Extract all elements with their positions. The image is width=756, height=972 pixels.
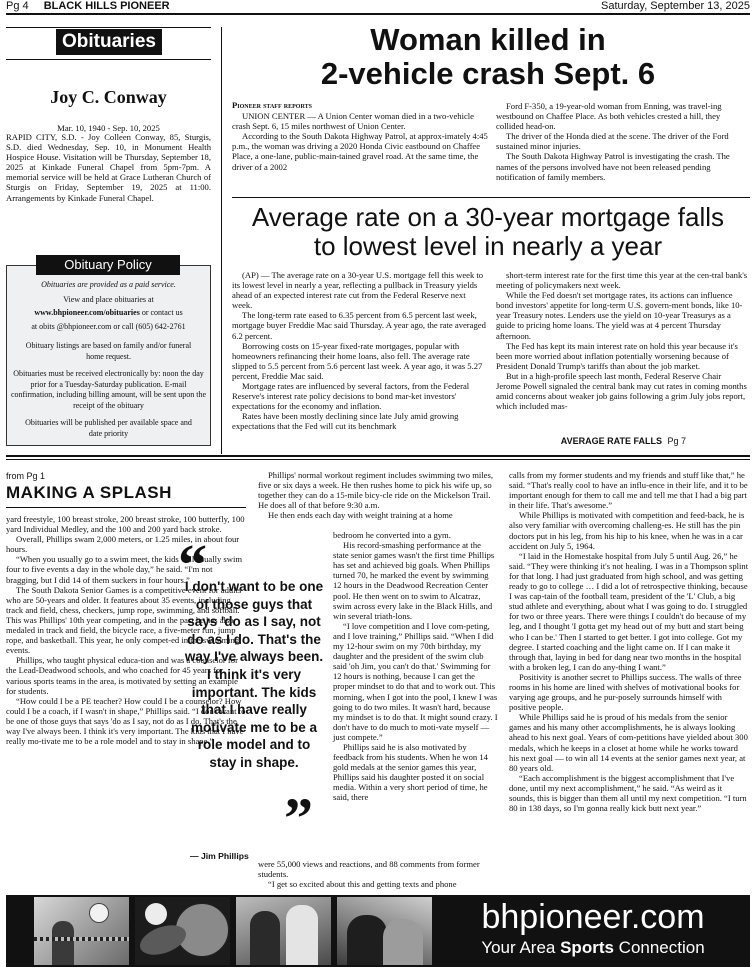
mortgage-jump-page: Pg 7 [667, 436, 686, 446]
splash-col2-bottom-p2: “I get so excited about this and getting texts and phone [268, 879, 457, 890]
ad-tagline-bold: Sports [560, 938, 614, 957]
splash-col1-p3: “When you usually go to a swim meet, the kids will usually swim four to five events a day in the whole day,” he said. “I'm not bragging, but I did 14 of them suckers in four hours.” [6, 554, 243, 585]
column-divider [221, 27, 222, 454]
policy-lead: Obituaries are provided as a paid service. [41, 280, 176, 289]
mortgage-column-2 [496, 270, 748, 411]
crash-col1-p1: UNION CENTER — A Union Center woman died in a two-vehicle crash Sept. 6, 15 miles northwest of Union Center. [232, 111, 474, 132]
crash-column-1 [232, 100, 488, 172]
splash-headline-rule [6, 507, 246, 508]
quote-open-mark: “ [178, 532, 207, 597]
quote-attribution: — Jim Phillips [190, 851, 249, 861]
splash-column-2-bottom [258, 859, 498, 889]
crash-headline-line2: 2-vehicle crash Sept. 6 [320, 56, 656, 91]
player-left-shape [250, 911, 280, 965]
splash-col1-p6: “How could I be a PE teacher? How could I be a counselor? How could I be a coach, if I wasn't in shape,” Phillips said. “I don't want to be one of those guys that says 'do as I say, not do as I do. That's the way I've always been. I think it's very important. The kids that I have really mo-tivate me to be a role model and to stay in shape.” [6, 695, 246, 747]
quote-close-mark: ” [284, 786, 313, 851]
crash-bottom-rule [232, 197, 750, 198]
mortgage-column-1 [232, 270, 488, 432]
mortgage-col1-p4: Mortgage rates are influenced by several factors, from the Federal Reserve's interest rate policy decisions to bond mar-ket investors' expectations for the economy and inflation. [232, 381, 470, 412]
splash-col3-p6: “Each accomplishment is the biggest accomplishment that I've done, until my next accomplishment,” he said. “As weird as it sounds, this is bigger than them all until my next competition. “I turn 80 in 138 days, so I'm gonna really kick butt next year.” [509, 772, 747, 814]
mortgage-col2-p2: While the Fed doesn't set mortgage rates, its actions can influence bond investors' appetite for long-term U.S. govern-ment bonds, like 10-year Treasury notes. Lenders use the yield on 10-year Treasurys as a guide to pricing home loans. The yield was at 4 percent Thursday afternoon. [496, 290, 743, 341]
sports-balls-photo [135, 897, 230, 965]
splash-column-2-side [333, 530, 498, 803]
crash-col2-p1: Ford F-350, a 19-year-old woman from Enning, was travel-ing westbound on Chaffee Place. As both vehicles crested a hill, they collided head-on. [496, 101, 722, 132]
splash-col2-side-p1: bedroom he converted into a gym. [333, 530, 451, 540]
baseball-icon [145, 903, 167, 925]
mortgage-col1-p5: Rates have been mostly declining since late July amid growing expectations that the Fed will cut its benchmark [232, 411, 459, 432]
policy-line1: View and place obituaries at [63, 294, 154, 304]
ad-tagline [440, 937, 746, 959]
mortgage-col2-p1: short-term interest rate for the first time this year at the cen-tral bank's meeting of policymakers next week. [496, 270, 748, 291]
obituary-body: RAPID CITY, S.D. - Joy Colleen Conway, 85, Sturgis, S.D. died Wednesday, Sep. 10, in Monument Health Hospice House. Visitation will be Thursday, September 18, 2025 at Kinkade Funeral Chapel from 5pm-7pm. A memorial service will be held at Grace Lutheran Church of Sturgis on Friday, September 19, 2025 at 11:00. Arrangements by Kinkade Funeral Chapel. [6, 132, 211, 203]
obituaries-section-label: Obituaries [56, 29, 162, 55]
splash-col1-p4: The South Dakota Senior Games is a competitive event for adults who are 50-years and older. It features about 35 events, including track and field, chess, checkers, jump rope, swimming, and softball. This was Phillips' 10th year competing, and in the past he has also medaled in track and field, the bicycle race, a five-meter run, jump rope, and basketball. This year, he only compet-ed in the swimming events. [6, 584, 242, 656]
policy-line2 [10, 308, 207, 319]
policy-p4: Obituaries will be published per available space and date priority [25, 418, 192, 438]
crash-col2-p3: The South Dakota Highway Patrol is investigating the crash. The names of the persons involved have not been released pending notification of family members. [496, 151, 730, 182]
policy-line2-suffix: or contact us [139, 308, 183, 317]
mortgage-headline [226, 203, 750, 261]
mortgage-headline-line1: Average rate on a 30-year mortgage falls [251, 202, 725, 232]
policy-p3: Obituaries must be received electronically by: noon the day prior for a Tuesday-Saturday publication. E-mail confirmation, including billing amount, will be sent upon the receipt of the obituary [10, 369, 207, 410]
splash-column-3 [509, 470, 750, 813]
policy-url-link[interactable]: www.bhpioneer.com/obituaries [34, 308, 140, 317]
issue-date: Saturday, September 13, 2025 [600, 0, 750, 12]
page-number: Pg 4 [6, 0, 29, 12]
mortgage-col2-p3: The Fed has kept its main interest rate on hold this year because it's been more worried about inflation potentially worsening because of President Donald Trump's tariffs than about the job market. [496, 340, 738, 371]
mortgage-jump-line[interactable] [561, 436, 686, 446]
mortgage-col1-p1: (AP) — The average rate on a 30-year U.S. mortgage fell this week to its lowest level in nearly a year, reflecting a pullback in Treasury yields ahead of an expected interest rate cut from the Federal Reserve next week. [232, 270, 484, 311]
crash-col1-p2: According to the South Dakota Highway Patrol, at approx-imately 4:45 p.m., the woman was driving a 2020 Honda Civic eastbound on Chaffee Place, a one-lane, public-main-tained gravel road. At the same time, the driver of a 2002 [232, 131, 488, 172]
crash-headline [226, 23, 750, 91]
splash-col2-side-p4: Phillips said he is also motivated by feedback from his students. When he won 14 gold medals at the senior games this year, Phillips said his daughter posted it on social media. Within a very short period of time, he said, there [333, 741, 488, 803]
splash-col1-p5: Phillips, who taught physical educa-tion and was a counselor for the Lead-Deadwood schools, and who coached for 45 years for various sports teams in the area, is motivated by setting an example for students. [6, 655, 238, 696]
ad-domain[interactable]: bhpioneer.com [481, 898, 705, 936]
splash-col2-side-p3: “I love competition and I love com-peting, and I love training,” Phillips said. “When I did my 12-hour swim on my 70th birthday, my daughter and the president of the swim club said 'oh Jim, you can't do that.' Swimming for 12 hours is nothing, because I can get the proper mindset to do that and to work out. This morning, when I got into the pool, I knew I was going to do two miles. It wasn't hard, because my mindset is to do that. It might sound crazy. I don't have to do much to moti-vate myself — just compete.” [333, 620, 498, 742]
crash-byline: Pioneer staff reports [232, 100, 312, 110]
volleyball-net-shape [34, 937, 129, 941]
policy-p2: Obituary listings are based on family and/or funeral home request. [25, 341, 192, 361]
mortgage-col1-p3: Borrowing costs on 15-year fixed-rate mortgages, popular with homeowners refinancing their home loans, also fell. The average rate slipped to 5.5 percent from 5.6 percent last week. A year ago, it was 5.27 percent, Freddie Mac said. [232, 340, 483, 381]
masthead [6, 0, 750, 13]
splash-column-2-top [258, 470, 498, 520]
player-right-shape [286, 905, 318, 965]
splash-col1-p2: Overall, Phillips swam 2,000 meters, or 1.25 miles, in about four hours. [6, 534, 240, 555]
splash-col3-p1: calls from my former students and my friends and stuff like that,” he said. “That's really cool to have an influ-ence in their life, and it to be important enough for them to call me and tell me that I had a big part in their life. That's awesome.” [509, 470, 748, 511]
obituary-name: Joy C. Conway [50, 87, 167, 107]
splash-headline: MAKING A SPLASH [6, 483, 172, 502]
ad-tagline-prefix: Your Area [481, 938, 561, 957]
obit-top-rule [6, 27, 211, 28]
splash-col2-bottom-p1: were 55,000 views and reactions, and 88 comments from former students. [258, 859, 480, 880]
crash-col1-body [232, 111, 488, 172]
splash-col3-p5: While Phillips said he is proud of his medals from the senior games and his many other accomplishments, he is always looking ahead to his next goal. Years of com-petitions have yielded about 300 medals, which he keeps in a closet at home while he works toward his next goal — to win all 14 events at the senior games next year, at 80 years old. [509, 712, 748, 773]
wrestling-photo [337, 897, 432, 965]
obituary-policy-text [10, 280, 207, 439]
mortgage-col2-p4: But in a high-profile speech last month, Federal Reserve Chair Jerome Powell signaled the central bank may cut rates in coming months amid concerns about weaker job gains following a grim July jobs report, which included mas- [496, 370, 747, 412]
volleyball-ball-icon [89, 903, 109, 923]
masthead-rule [6, 13, 750, 15]
wrestler-right-shape [383, 919, 423, 965]
paper-name: BLACK HILLS PIONEER [43, 0, 170, 12]
mortgage-headline-line2: to lowest level in nearly a year [313, 231, 663, 261]
splash-col3-p3: “I laid in the Homestake hospital from July 5 until Aug. 26,” he said. “They were thinking it's not healing. I was in a Thompson splint for that long. I had just graduated from high school, and was getting ready to go to college … I did a lot of retrospective thinking, because I was cap-tain of the football team, president of the 'L' Club, a big stud athlete and everything, about what I was going to do. I struggled for two or three years. There were things I couldn't do because of my leg, and I thought 'I gotta get my head out of my butt and start being who I can be.' Then I started to get better. I got into college. Got my degree. I started coaching and the light came on. If I can make it through that, laying in bed for dang near two months in the hospital with a broken leg, I can do any-thing I want.” [509, 550, 749, 672]
splash-col1-p1: yard freestyle, 100 breast stroke, 200 breast stroke, 100 butterfly, 100 yard Individual Medley, and the 100 and 200 yard back stroke. [6, 514, 245, 535]
splash-col2-top-p2: He then ends each day with weight training at a home [268, 510, 453, 521]
mortgage-col1-p2: The long-term rate eased to 6.35 percent from 6.5 percent last week, mortgage buyer Freddie Mac said Thursday. A year ago, the rate averaged 6.2 percent. [232, 310, 486, 341]
obit-label-rule [6, 59, 211, 60]
volleyball-player-shape [52, 921, 74, 965]
splash-col3-p2: While Phillips is motivated with competition and feed-back, he is also very familiar with overcoming challeng-es. He still has the pin doctors put in his leg, from his hip to his knee, when he was in a car accident on July 5, 1964. [509, 510, 745, 551]
section-rule-bottom [6, 459, 750, 460]
pull-quote: I don't want to be one of those guys that says 'do as I say, not do as I do. That's the way I've always been. I think it's very important. The kids that I have really motivate me to be a role model and to stay in shape. [184, 579, 324, 770]
obituary-dates: Mar. 10, 1940 - Sep. 10, 2025 [57, 123, 160, 133]
ad-tagline-suffix: Connection [613, 938, 705, 957]
crash-col2-p2: The driver of the Honda died at the scene. The driver of the Ford sustained minor injuries. [496, 131, 729, 152]
crash-headline-line1: Woman killed in [370, 22, 606, 57]
splash-col3-p4: Positivity is another secret to Phillips success. The walls of three rooms in his home are lined with shelves of motivational books for varying age groups, and he pur-posely surrounds himself with positive people. [509, 671, 742, 713]
wrestler-left-shape [347, 915, 387, 965]
obituary-policy-title: Obituary Policy [36, 255, 180, 275]
football-players-photo [236, 897, 331, 965]
policy-line3: at obits @bhpioneer.com or call (605) 642-2761 [31, 321, 186, 331]
volleyball-photo [34, 897, 129, 965]
section-rule-top [6, 455, 750, 457]
crash-column-2 [496, 101, 748, 182]
jump-from-label: from Pg 1 [6, 471, 46, 481]
splash-col2-side-p2: His record-smashing performance at the state senior games wasn't the first time Phillips has set and achieved big goals. When Phillips turned 70, he marked the event by swimming 12 hours in the Deadwood Recreation Center pool. He then went on to swim to Alcatraz, swim across every lake in the Black Hills, and win several triath-lons. [333, 540, 495, 621]
splash-col2-top-p1: Phillips' normal workout regiment includes swimming two miles, five or six days a week. He then rushes home to pick his wife up, so together they can do a 15-mile bicy-cle ride on the Mickelson Trail. He does all of that before 9:30 a.m. [258, 470, 493, 511]
mortgage-jump-label: AVERAGE RATE FALLS [560, 436, 662, 446]
